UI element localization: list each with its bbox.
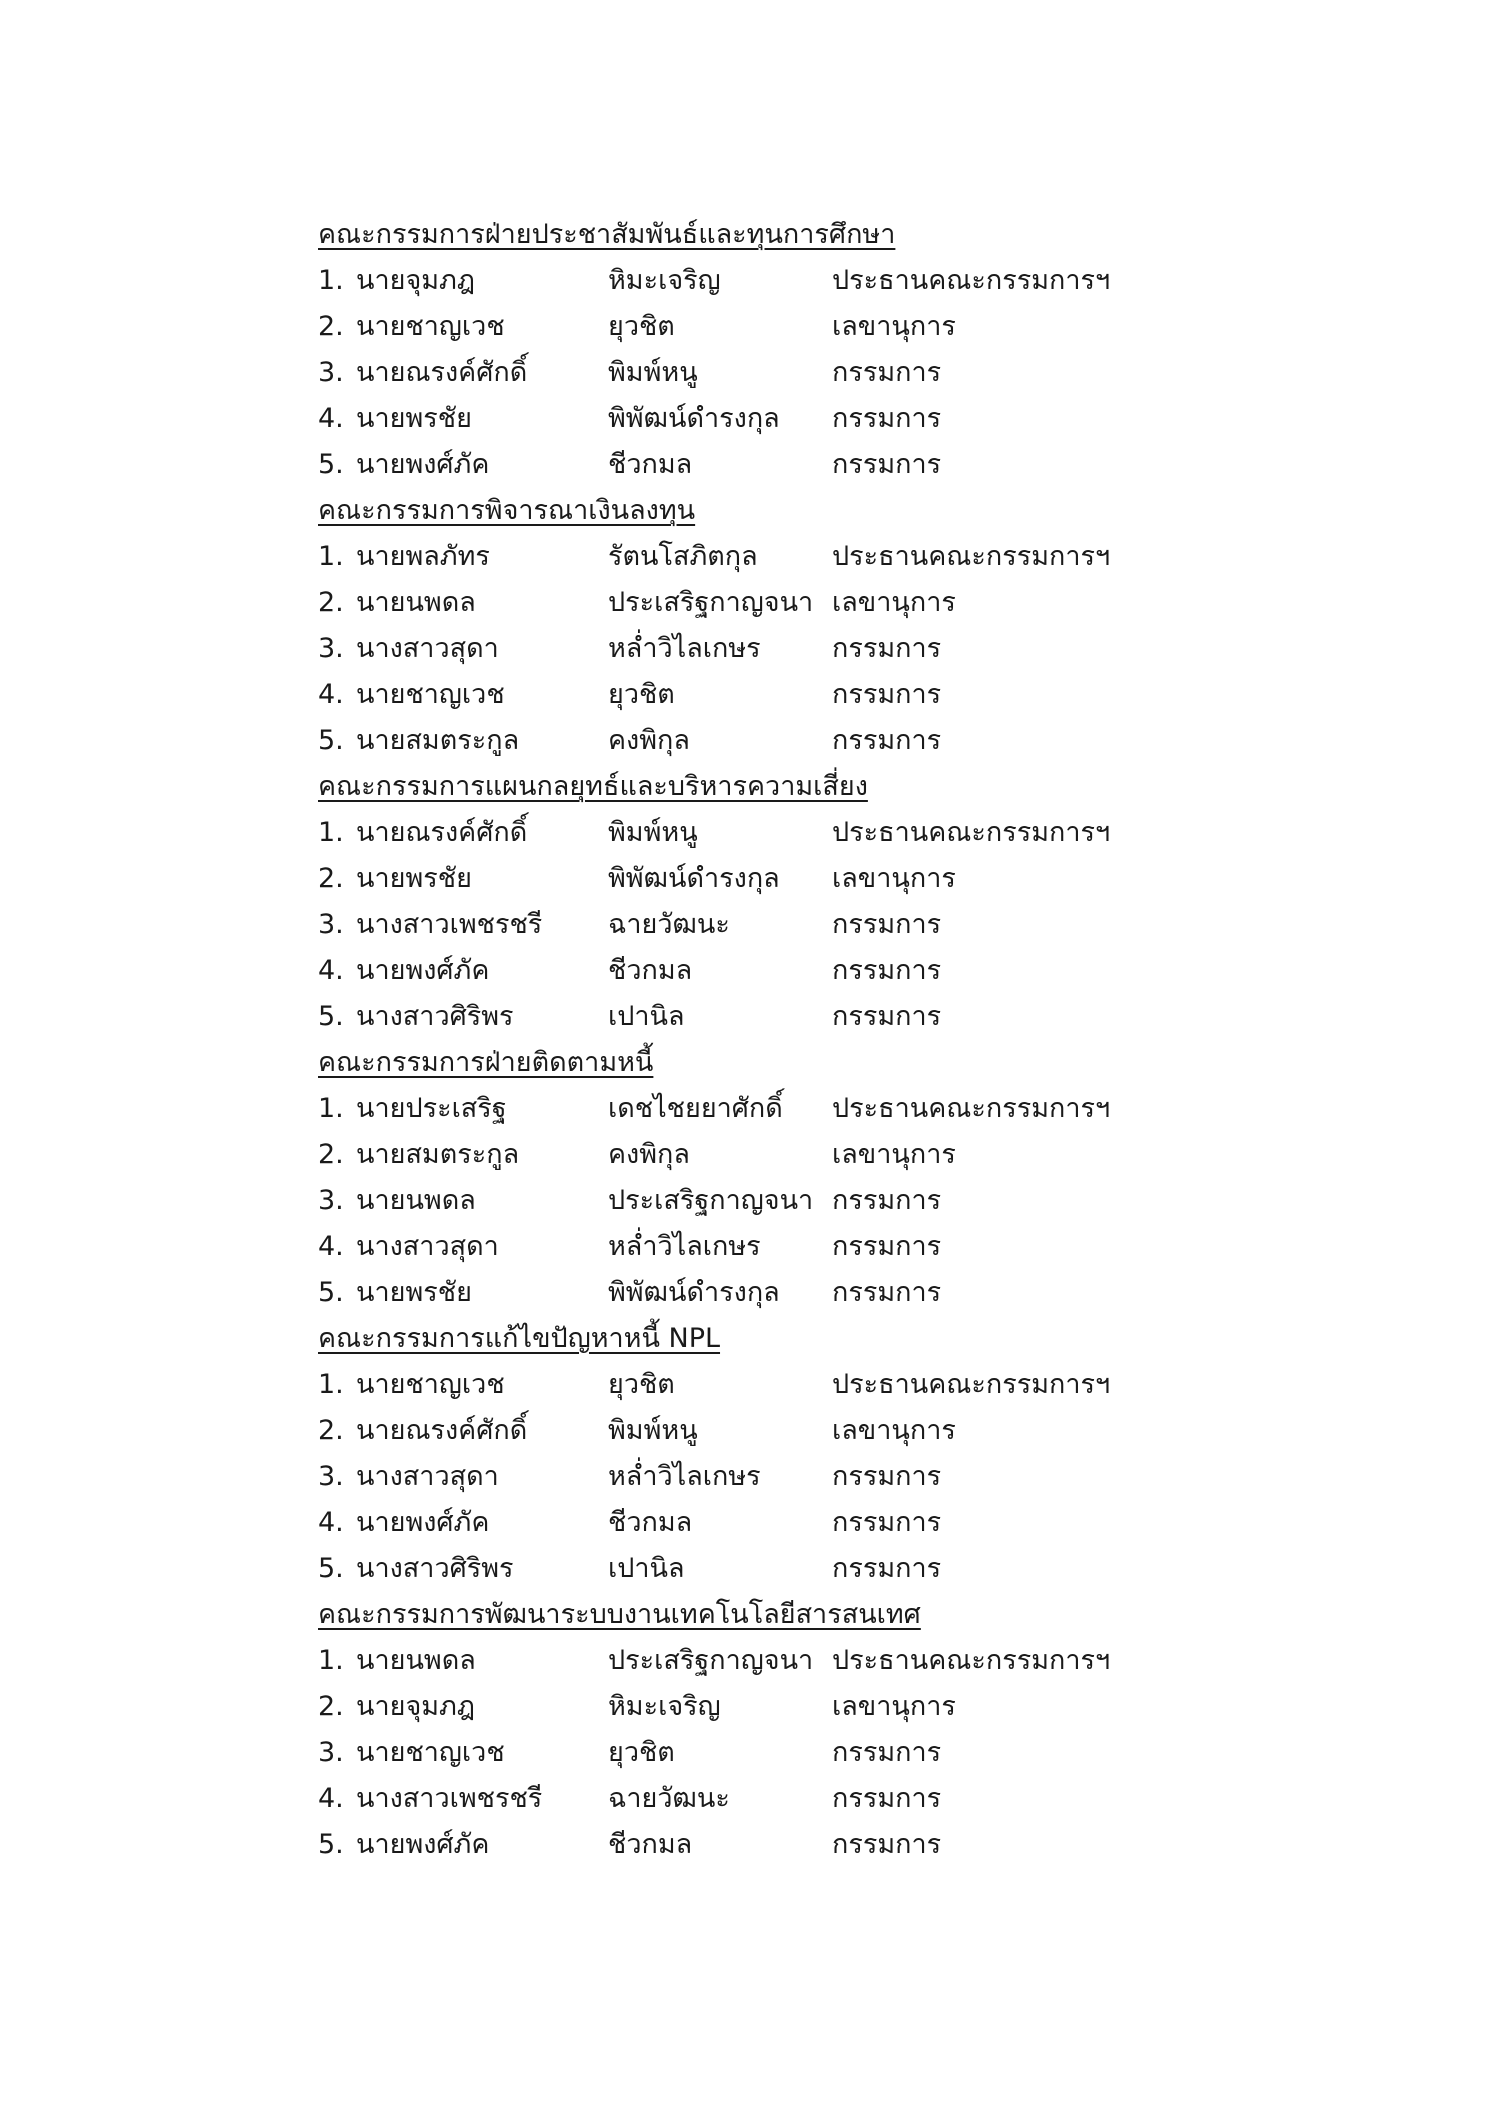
member-last-name: คงพิกุล	[608, 725, 690, 756]
committee-title: คณะกรรมการฝ่ายติดตามหนี้	[318, 1047, 654, 1078]
member-number: 4.	[318, 1231, 344, 1262]
member-number: 2.	[318, 587, 344, 618]
member-row	[318, 442, 1218, 488]
member-last-name: พิมพ์หนู	[608, 357, 698, 388]
member-last-name: ยุวชิต	[608, 1369, 675, 1400]
member-number: 2.	[318, 1691, 344, 1722]
member-number: 3.	[318, 357, 344, 388]
member-first-name: นายชาญเวช	[356, 1369, 505, 1400]
member-number: 4.	[318, 1507, 344, 1538]
member-role: เลขานุการ	[832, 1139, 956, 1170]
member-row	[318, 258, 1218, 304]
member-first-name: นางสาวสุดา	[356, 1461, 499, 1492]
member-last-name: ยุวชิต	[608, 311, 675, 342]
member-first-name: นายนพดล	[356, 1645, 476, 1676]
member-role: กรรมการ	[832, 725, 942, 756]
member-number: 3.	[318, 1461, 344, 1492]
member-number: 5.	[318, 1829, 344, 1860]
member-row	[318, 948, 1218, 994]
member-last-name: พิมพ์หนู	[608, 1415, 698, 1446]
member-role: กรรมการ	[832, 1829, 942, 1860]
member-first-name: นายสมตระกูล	[356, 1139, 520, 1170]
member-role: กรรมการ	[832, 1737, 942, 1768]
member-number: 1.	[318, 541, 344, 572]
member-number: 4.	[318, 403, 344, 434]
member-row	[318, 580, 1218, 626]
member-row	[318, 1362, 1218, 1408]
committee-title: คณะกรรมการฝ่ายประชาสัมพันธ์และทุนการศึกษา	[318, 219, 896, 250]
committee-section	[318, 1040, 1218, 1316]
member-last-name: ชีวกมล	[608, 955, 693, 986]
member-last-name: ยุวชิต	[608, 1737, 675, 1768]
member-first-name: นายชาญเวช	[356, 311, 505, 342]
member-row	[318, 1730, 1218, 1776]
member-row	[318, 534, 1218, 580]
committee-title: คณะกรรมการแก้ไขปัญหาหนี้ NPL	[318, 1323, 721, 1354]
member-first-name: นายจุมภฎ	[356, 265, 475, 296]
member-row	[318, 1086, 1218, 1132]
member-first-name: นายพงศ์ภัค	[356, 449, 490, 480]
member-role: กรรมการ	[832, 1001, 942, 1032]
member-role: กรรมการ	[832, 1783, 942, 1814]
member-last-name: เดชไชยยาศักดิ์	[608, 1093, 783, 1124]
member-role: กรรมการ	[832, 449, 942, 480]
member-last-name: ยุวชิต	[608, 679, 675, 710]
committee-section	[318, 212, 1218, 488]
member-last-name: หิมะเจริญ	[608, 1691, 721, 1722]
member-row	[318, 1638, 1218, 1684]
member-last-name: พิพัฒน์ดำรงกุล	[608, 403, 780, 434]
member-number: 3.	[318, 1185, 344, 1216]
member-role: กรรมการ	[832, 955, 942, 986]
member-row	[318, 672, 1218, 718]
member-role: เลขานุการ	[832, 1691, 956, 1722]
member-number: 5.	[318, 1001, 344, 1032]
member-role: ประธานคณะกรรมการฯ	[832, 817, 1111, 848]
member-first-name: นายพรชัย	[356, 403, 472, 434]
member-row	[318, 1684, 1218, 1730]
member-row	[318, 396, 1218, 442]
member-number: 2.	[318, 1139, 344, 1170]
member-first-name: นางสาวเพชรชรี	[356, 1783, 543, 1814]
member-row	[318, 1776, 1218, 1822]
member-first-name: นายณรงค์ศักดิ์	[356, 357, 528, 388]
member-number: 1.	[318, 1645, 344, 1676]
member-first-name: นายณรงค์ศักดิ์	[356, 1415, 528, 1446]
member-last-name: ฉายวัฒนะ	[608, 1783, 730, 1814]
member-first-name: นายจุมภฎ	[356, 1691, 475, 1722]
member-last-name: หล่ำวิไลเกษร	[608, 633, 761, 664]
member-first-name: นายพงศ์ภัค	[356, 1507, 490, 1538]
member-first-name: นายพรชัย	[356, 1277, 472, 1308]
member-first-name: นายพรชัย	[356, 863, 472, 894]
member-number: 2.	[318, 863, 344, 894]
member-role: กรรมการ	[832, 1507, 942, 1538]
member-row	[318, 902, 1218, 948]
member-first-name: นายพงศ์ภัค	[356, 955, 490, 986]
member-number: 2.	[318, 1415, 344, 1446]
member-last-name: เปานิล	[608, 1001, 685, 1032]
member-first-name: นายสมตระกูล	[356, 725, 520, 756]
member-first-name: นางสาวศิริพร	[356, 1553, 514, 1584]
member-number: 4.	[318, 955, 344, 986]
member-last-name: พิพัฒน์ดำรงกุล	[608, 863, 780, 894]
member-first-name: นายนพดล	[356, 1185, 476, 1216]
member-number: 1.	[318, 817, 344, 848]
member-last-name: หล่ำวิไลเกษร	[608, 1231, 761, 1262]
member-role: เลขานุการ	[832, 587, 956, 618]
member-row	[318, 1178, 1218, 1224]
member-role: กรรมการ	[832, 679, 942, 710]
member-last-name: หิมะเจริญ	[608, 265, 721, 296]
member-role: กรรมการ	[832, 357, 942, 388]
member-first-name: นายณรงค์ศักดิ์	[356, 817, 528, 848]
member-number: 4.	[318, 1783, 344, 1814]
member-row	[318, 1500, 1218, 1546]
member-last-name: คงพิกุล	[608, 1139, 690, 1170]
member-last-name: ชีวกมล	[608, 449, 693, 480]
member-first-name: นายชาญเวช	[356, 1737, 505, 1768]
member-role: กรรมการ	[832, 1553, 942, 1584]
member-role: กรรมการ	[832, 403, 942, 434]
committee-title: คณะกรรมการแผนกลยุทธ์และบริหารความเสี่ยง	[318, 771, 868, 802]
member-role: ประธานคณะกรรมการฯ	[832, 1645, 1111, 1676]
member-first-name: นางสาวสุดา	[356, 1231, 499, 1262]
member-number: 2.	[318, 311, 344, 342]
member-first-name: นายประเสริฐ	[356, 1093, 507, 1124]
committee-section	[318, 1316, 1218, 1592]
committee-list	[318, 212, 1218, 1868]
member-row	[318, 1546, 1218, 1592]
member-role: ประธานคณะกรรมการฯ	[832, 1369, 1111, 1400]
member-row	[318, 1408, 1218, 1454]
committee-section	[318, 1592, 1218, 1868]
member-role: กรรมการ	[832, 1185, 942, 1216]
member-last-name: ชีวกมล	[608, 1507, 693, 1538]
member-first-name: นายชาญเวช	[356, 679, 505, 710]
member-last-name: เปานิล	[608, 1553, 685, 1584]
member-last-name: ฉายวัฒนะ	[608, 909, 730, 940]
member-row	[318, 1822, 1218, 1868]
member-role: กรรมการ	[832, 909, 942, 940]
member-row	[318, 350, 1218, 396]
member-number: 1.	[318, 1369, 344, 1400]
member-last-name: ประเสริฐกาญจนา	[608, 587, 814, 618]
member-row	[318, 1132, 1218, 1178]
member-role: ประธานคณะกรรมการฯ	[832, 541, 1111, 572]
member-row	[318, 1224, 1218, 1270]
member-row	[318, 856, 1218, 902]
committee-title: คณะกรรมการพิจารณาเงินลงทุน	[318, 495, 696, 526]
member-row	[318, 718, 1218, 764]
member-first-name: นางสาวสุดา	[356, 633, 499, 664]
member-first-name: นายพลภัทร	[356, 541, 490, 572]
member-first-name: นางสาวเพชรชรี	[356, 909, 543, 940]
member-number: 5.	[318, 1553, 344, 1584]
member-row	[318, 810, 1218, 856]
member-role: กรรมการ	[832, 1277, 942, 1308]
member-last-name: ชีวกมล	[608, 1829, 693, 1860]
member-number: 5.	[318, 725, 344, 756]
member-number: 1.	[318, 1093, 344, 1124]
member-number: 1.	[318, 265, 344, 296]
member-row	[318, 304, 1218, 350]
member-number: 5.	[318, 1277, 344, 1308]
committee-title: คณะกรรมการพัฒนาระบบงานเทคโนโลยีสารสนเทศ	[318, 1599, 921, 1630]
member-row	[318, 626, 1218, 672]
member-last-name: ประเสริฐกาญจนา	[608, 1185, 814, 1216]
committee-section	[318, 764, 1218, 1040]
member-number: 3.	[318, 1737, 344, 1768]
member-number: 5.	[318, 449, 344, 480]
member-first-name: นายนพดล	[356, 587, 476, 618]
member-role: กรรมการ	[832, 1231, 942, 1262]
member-number: 4.	[318, 679, 344, 710]
member-last-name: รัตนโสภิตกุล	[608, 541, 758, 572]
member-role: ประธานคณะกรรมการฯ	[832, 265, 1111, 296]
member-row	[318, 1454, 1218, 1500]
member-last-name: ประเสริฐกาญจนา	[608, 1645, 814, 1676]
member-number: 3.	[318, 633, 344, 664]
member-row	[318, 994, 1218, 1040]
member-first-name: นางสาวศิริพร	[356, 1001, 514, 1032]
committee-section	[318, 488, 1218, 764]
member-role: กรรมการ	[832, 633, 942, 664]
member-role: เลขานุการ	[832, 863, 956, 894]
member-row	[318, 1270, 1218, 1316]
member-last-name: หล่ำวิไลเกษร	[608, 1461, 761, 1492]
member-role: กรรมการ	[832, 1461, 942, 1492]
member-last-name: พิพัฒน์ดำรงกุล	[608, 1277, 780, 1308]
member-role: เลขานุการ	[832, 1415, 956, 1446]
member-role: ประธานคณะกรรมการฯ	[832, 1093, 1111, 1124]
member-first-name: นายพงศ์ภัค	[356, 1829, 490, 1860]
member-last-name: พิมพ์หนู	[608, 817, 698, 848]
member-number: 3.	[318, 909, 344, 940]
member-role: เลขานุการ	[832, 311, 956, 342]
